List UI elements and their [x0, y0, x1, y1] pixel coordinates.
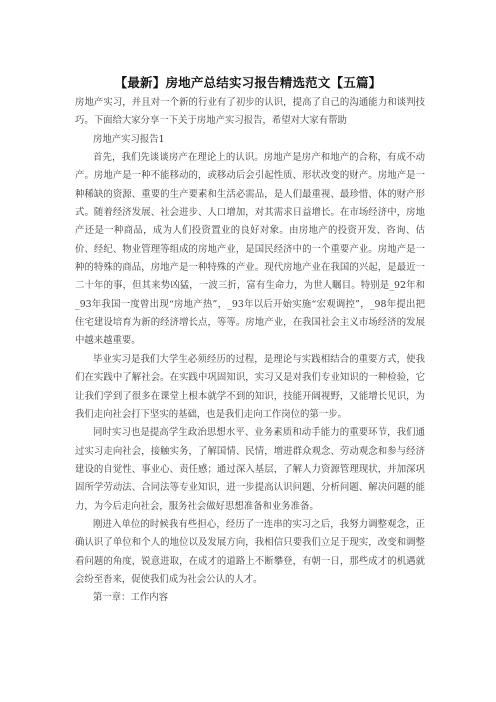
intro-paragraph: 房地产实习，并且对一个新的行业有了初步的认识，提高了自己的沟通能力和谈判技巧。下面给大家分享一下关于房地产实习报告，希望对大家有帮助: [75, 97, 425, 127]
document-title: 【最新】房地产总结实习报告精选范文【五篇】: [114, 75, 382, 90]
body-paragraph: 同时实习也是提高学生政治思想水平、业务素质和动手能力的重要环节，我们通过实习走向社会，接触实务，了解国情、民情，增进群众观念、劳动观念和参与经济建设的自觉性、事业心、责任感；通过深入基层，了解人力资源管理现状，并加深巩固所学劳动法、合同法等专业知识，进一步提高认识问题、分析问题、解决问题的能力，为今后走向社会，服务社会做好思想准备和业务准备。: [75, 427, 425, 512]
body-paragraph: 刚进入单位的时候我有些担心，经历了一连串的实习之后，我努力调整观念，正确认识了单位和个人的地位以及发展方向，我相信只要我们立足于现实，改变和调整看问题的角度，锐意进取，在成才的道路上不断攀登，有朝一日，那些成才的机遇就会纷至沓来，促使我们成为社会公认的人才。: [75, 518, 425, 585]
body-paragraph: 首先，我们先谈谈房产在理论上的认识。房地产是房产和地产的合称，有成不动产。房地产是一种不能移动的，或移动后会引起性质、形状改变的财产。房地产是一种稀缺的资源、重要的生产要素和生活必需品，是人们最重视、最珍惜、体的财产形式。随着经济发展、社会进步、人口增加，对其需求日益增长。在市场经济中，房地产还是一种商品，成为人们投资置业的良好对象。由房地产的投资开发、咨询、估价、经纪、物业管理等组成的房地产业，是国民经济中的一个重要产业。房地产是一种的特殊的商品，房地产是一种特殊的产业。现代房地产业在我国的兴起，是最近一二十年的事，但其来势凶猛，一波三折，富有生命力，为世人瞩目。特别是_92年和_93年我国一度曾出现“房地产热”，_93年以后开始实施“宏观调控”，_98年提出把住宅建设培育为新的经济增长点，等等。房地产业，在我国社会主义市场经济的发展中越来越重要。: [75, 152, 425, 347]
body-paragraph: 毕业实习是我们大学生必须经历的过程，是理论与实践相结合的重要方式，使我们在实践中了解社会。在实践中巩固知识，实习又是对我们专业知识的一种检验，它让我们学到了很多在课堂上根本就学不到的知识，技能开阔视野，又能增长见识，为我们走向社会打下坚实的基础，也是我们走向工作岗位的第一步。: [75, 353, 425, 420]
section-heading-report-1: 房地产实习报告1: [93, 133, 165, 145]
chapter-heading: 第一章：工作内容: [93, 592, 169, 604]
document-body: [75, 94, 425, 608]
